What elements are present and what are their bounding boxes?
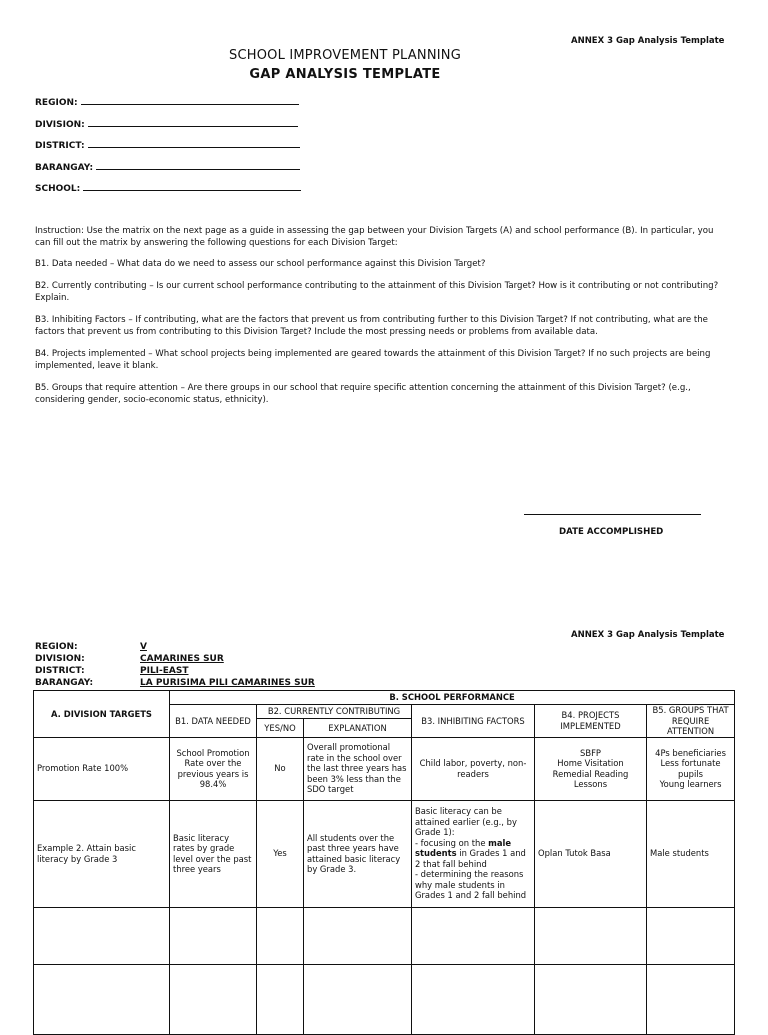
header-division-targets: A. DIVISION TARGETS (34, 691, 170, 738)
instruction-b1: B1. Data needed – What data do we need to assess our school performance against this Division Target? (35, 259, 486, 269)
page2-region-value: V (140, 642, 147, 652)
row2-target: Example 2. Attain basic literacy by Grade 3 (34, 800, 170, 907)
row1-group-item: Young learners (659, 779, 722, 789)
row2-data-needed: Basic literacy rates by grade level over the past three years (170, 800, 257, 907)
page-subtitle: GAP ANALYSIS TEMPLATE (249, 67, 441, 82)
instruction-b3: B3. Inhibiting Factors – If contributing, what are the factors that prevent us from contributing further to this Division Target? If not contributing, what are the factors that prevent us from contributing to this Division Target? Include the most pressing needs or problems from available data. (35, 315, 708, 337)
row1-project-item: SBFP (580, 747, 601, 758)
page2-barangay-value: LA PURISIMA PILI CAMARINES SUR (140, 678, 315, 688)
barangay-label: BARANGAY: (35, 163, 94, 173)
row2-factor-focus-post: in Grades 1 and 2 that fall behind (415, 848, 526, 869)
page2-division-value: CAMARINES SUR (140, 654, 224, 664)
district-line (88, 138, 300, 148)
page2-barangay-label: BARANGAY: (35, 678, 94, 688)
region-field[interactable] (35, 95, 299, 108)
row2-explanation: All students over the past three years have attained basic literacy by Grade 3. (304, 800, 412, 907)
instruction-b5: B5. Groups that require attention – Are there groups in our school that require specific attention concerning the attainment of this Division Target? (e.g., considering gender, socio-economic status, ethnicity). (35, 383, 691, 405)
header-b4-projects: B4. PROJECTS IMPLEMENTED (535, 705, 647, 738)
header-yes-no: YES/NO (257, 719, 304, 737)
school-field[interactable] (35, 181, 301, 194)
row1-group-item: Less fortunate pupils (660, 758, 721, 779)
barangay-line (96, 160, 300, 170)
barangay-field[interactable] (35, 160, 300, 173)
header-b2-contributing: B2. CURRENTLY CONTRIBUTING (257, 705, 412, 719)
page2-district-value: PILI-EAST (140, 666, 189, 676)
empty-cell (170, 907, 257, 964)
row2-factor-focus (415, 838, 531, 870)
empty-cell (535, 907, 647, 964)
row1-inhibiting-factors: Child labor, poverty, non-readers (412, 737, 535, 800)
row2-factor-intro: Basic literacy can be attained earlier (e.g., by Grade 1): (415, 806, 517, 838)
annex-label-page2: ANNEX 3 Gap Analysis Template (571, 630, 725, 640)
row2-projects: Oplan Tutok Basa (535, 800, 647, 907)
district-field[interactable] (35, 138, 300, 151)
page2-region-label: REGION: (35, 642, 78, 652)
gap-analysis-table (33, 690, 735, 1035)
school-label: SCHOOL: (35, 184, 81, 194)
empty-cell (257, 907, 304, 964)
header-b5-groups: B5. GROUPS THAT REQUIRE ATTENTION (647, 705, 735, 738)
row2-yes-no: Yes (257, 800, 304, 907)
date-accomplished-label: DATE ACCOMPLISHED (559, 527, 664, 537)
row1-explanation: Overall promotional rate in the school over the last three years has been 3% less than the SDO target (304, 737, 412, 800)
annex-label: ANNEX 3 Gap Analysis Template (571, 36, 725, 46)
signature-line (524, 514, 701, 515)
header-b1-data-needed: B1. DATA NEEDED (170, 705, 257, 738)
school-line (83, 181, 301, 191)
region-label: REGION: (35, 98, 78, 108)
row2-groups: Male students (647, 800, 735, 907)
page-title: SCHOOL IMPROVEMENT PLANNING (229, 48, 461, 63)
page2-district-label: DISTRICT: (35, 666, 85, 676)
row1-target: Promotion Rate 100% (34, 737, 170, 800)
row2-inhibiting-factors (412, 800, 535, 907)
region-line (81, 95, 299, 105)
row1-project-item: Remedial Reading Lessons (552, 768, 629, 789)
empty-cell (647, 907, 735, 964)
empty-cell (34, 907, 170, 964)
table-row-empty (34, 907, 735, 964)
header-school-performance: B. SCHOOL PERFORMANCE (170, 691, 735, 705)
instruction-b4: B4. Projects implemented – What school projects being implemented are geared towards the attainment of this Division Target? If no such projects are being implemented, leave it blank. (35, 349, 711, 371)
row2-factor-focus-bold: male students (415, 837, 512, 859)
row2-factor-reasons: - determining the reasons why male students in Grades 1 and 2 fall behind (415, 869, 527, 901)
division-label: DIVISION: (35, 120, 85, 130)
row1-yes-no: No (257, 737, 304, 800)
table-row (34, 737, 735, 800)
row1-projects (535, 737, 647, 800)
division-line (88, 117, 298, 127)
instruction-intro: Instruction: Use the matrix on the next page as a guide in assessing the gap between your Division Targets (A) and school performance (B). In particular, you can fill out the matrix by answering the following questions for each Division Target: (35, 226, 714, 248)
page2-division-label: DIVISION: (35, 654, 85, 664)
row2-factor-focus-pre: - focusing on the (415, 837, 489, 848)
empty-cell (304, 907, 412, 964)
row1-group-item: 4Ps beneficiaries (655, 747, 726, 758)
table-row (34, 800, 735, 907)
header-explanation: EXPLANATION (304, 719, 412, 737)
division-field[interactable] (35, 117, 298, 130)
row1-groups (647, 737, 735, 800)
empty-cell (412, 907, 535, 964)
row1-data-needed: School Promotion Rate over the previous years is 98.4% (170, 737, 257, 800)
district-label: DISTRICT: (35, 141, 85, 151)
header-b3-inhibiting: B3. INHIBITING FACTORS (412, 705, 535, 738)
instruction-b2: B2. Currently contributing – Is our current school performance contributing to the attainment of this Division Target? How is it contributing or not contributing? Explain. (35, 281, 719, 303)
row1-project-item: Home Visitation (557, 758, 624, 768)
